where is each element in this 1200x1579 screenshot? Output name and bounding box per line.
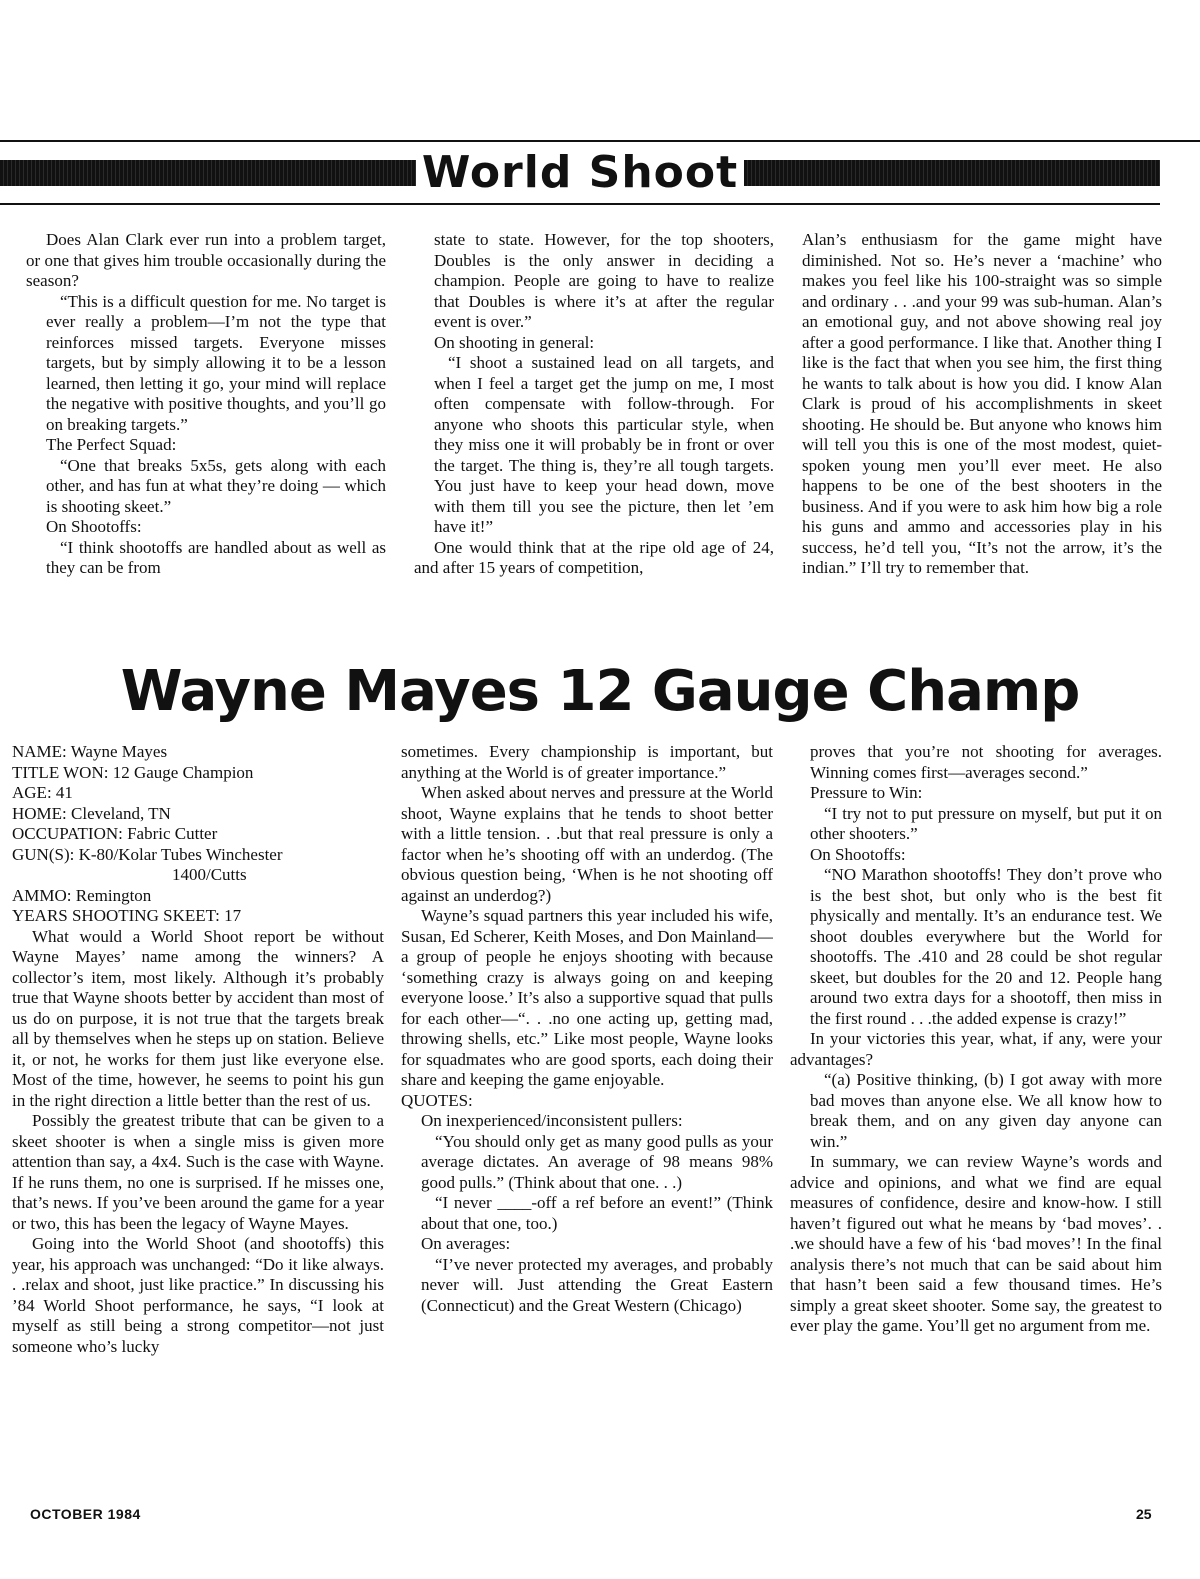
paragraph: In summary, we can review Wayne’s words and advice and opinions, and what we find are equal measures of confidence, desire and know-how. I still haven’t figured out what he means by ‘bad moves’. . .we should have a few of his ‘bad moves’! In the final analysis there’s not much that can be said about him that hasn’t been said a few thousand times. He’s simply a great skeet shooter. Some say, the greatest to ever play the game. You’ll get no argument from me. xyxy=(790,1152,1162,1335)
paragraph: state to state. However, for the top shooters, Doubles is the only answer in deciding a champion. People are going to have to realize that Doubles is where it’s at after the regular event is over.” xyxy=(434,230,774,331)
article2-column-2 xyxy=(401,742,773,1494)
paragraph: One would think that at the ripe old age of 24, and after 15 years of competition, xyxy=(414,537,774,577)
paragraph: Pressure to Win: xyxy=(810,783,923,802)
article-title: Wayne Mayes 12 Gauge Champ xyxy=(120,659,1080,724)
paragraph: “I’ve never protected my averages, and probably never will. Just attending the Great Eastern (Connecticut) and the Great Western (Chicago) xyxy=(421,1254,773,1315)
banner-bar-right xyxy=(744,160,1160,186)
paragraph: “I try not to put pressure on myself, but put it on other shooters.” xyxy=(810,803,1162,843)
paragraph: Alan’s enthusiasm for the game might have diminished. Not so. He’s never a ‘machine’ who makes you feel like his 100-straight was so simple and ordinary . . .and your 99 was sub-human. Alan’s an emotional guy, and not above showing real joy after a good performance. I like that. Another thing I like is the fact that when you see him, the first thing he wants to talk about is how you did. I know Alan Clark is proud of his accomplishments in skeet shooting. He should be. But anyone who knows him will tell you this is one of the most modest, quiet-spoken young men you’ll ever meet. He also happens to be one of the best shooters in the business. And if you were to ask him how big a role his guns and ammo and accessories play in his success, he’d tell you, “It’s not the arrow, it’s the indian.” I’ll try to remember that. xyxy=(802,230,1162,577)
paragraph: “NO Marathon shootoffs! They don’t prove who is the best shot, but only who is the best fit physically and mentally. It’s an endurance test. We shoot doubles everywhere but the World for shootoffs. The .410 and 28 could be shot regular skeet, but doubles for the 20 and 12. People hang around two extra days for a shootoff, then miss in the first round . . .the added expense is crazy!” xyxy=(810,865,1162,1028)
paragraph: “(a) Positive thinking, (b) I got away with more bad moves than anyone else. We all know how to break them, and on any given day anyone can win.” xyxy=(810,1070,1162,1151)
paragraph: On inexperienced/inconsistent pullers: xyxy=(421,1111,683,1130)
banner-underline xyxy=(0,203,1160,205)
banner-bar-left xyxy=(0,160,416,186)
paragraph: QUOTES: xyxy=(401,1090,473,1110)
page-number: 25 xyxy=(1136,1506,1152,1522)
paragraph: “You should only get as many good pulls as your average dictates. An average of 98 means 98% good pulls.” (Think about that one. . .) xyxy=(421,1131,773,1192)
issue-date: OCTOBER 1984 xyxy=(30,1506,141,1522)
article2-column-3 xyxy=(790,742,1162,1494)
paragraph: What would a World Shoot report be without Wayne Mayes’ name among the winners? A collector’s item, most likely. Although it’s probably true that Wayne shoots better by accident than most of us do on purpose, it is not true that the targets break all by themselves when he steps up on station. Believe it, or not, he works for them just like everyone else. Most of the time, however, he seems to point his gun in the right direction a little better than the rest of us. xyxy=(12,926,384,1110)
paragraph: NAME: Wayne Mayes xyxy=(12,742,168,761)
paragraph: Possibly the greatest tribute that can be given to a skeet shooter is when a single miss is given more attention than say, a 4x4. Such is the case with Wayne. If he runs them, no one is surprised. If he misses one, that’s news. If you’ve been around the game for a year or two, this has been the legacy of Wayne Mayes. xyxy=(12,1111,384,1233)
paragraph: “One that breaks 5x5s, gets along with each other, and has fun at what they’re doing — which is shooting skeet.” xyxy=(46,455,386,516)
paragraph: “I shoot a sustained lead on all targets, and when I feel a target get the jump on me, I most often compensate with follow-through. For anyone who shoots this particular style, when they miss one it will probably be in front or over the target. The thing is, they’re all tough targets. You just have to keep your head down, move with them till you see the picture, then let ’em have it!” xyxy=(434,353,774,536)
paragraph: On Shootoffs: xyxy=(46,517,142,536)
paragraph: “This is a difficult question for me. No target is ever really a problem—I’m not the type that reinforces missed targets. Everyone misses targets, but by simply allowing it to be a lesson learned, then letting it go, your mind will replace the negative with positive thoughts, and you’ll go on breaking targets.” xyxy=(46,291,386,434)
paragraph: Going into the World Shoot (and shootoffs) this year, his approach was unchanged: “Do it like always. . .relax and shoot, just like practice.” In discussing his ’84 World Shoot performance, he says, “I look at myself as still being a strong competitor—not just someone who’s lucky xyxy=(12,1234,384,1356)
paragraph: AGE: 41 xyxy=(12,783,73,802)
paragraph: The Perfect Squad: xyxy=(46,435,177,454)
paragraph: In your victories this year, what, if any, were your advantages? xyxy=(790,1029,1162,1069)
paragraph: Wayne’s squad partners this year included his wife, Susan, Ed Scherer, Keith Moses, and Don Mainland—a group of people he enjoys shooting with because ‘something crazy is always going on and keeping everyone loose.’ It’s also a supportive squad that pulls for each other—“. . .no one acting up, getting mad, throwing shells, etc.” Like most people, Wayne looks for squadmates who are good sports, each doing their share and keeping the game enjoyable. xyxy=(401,906,773,1089)
paragraph: “I never ____-off a ref before an event!” (Think about that one, too.) xyxy=(421,1193,773,1233)
paragraph: “I think shootoffs are handled about as well as they can be from xyxy=(46,537,386,577)
paragraph: sometimes. Every championship is important, but anything at the World is of greater importance.” xyxy=(401,742,773,782)
article2-column-1 xyxy=(12,742,384,1494)
article1-column-1 xyxy=(26,230,386,648)
paragraph: When asked about nerves and pressure at the World shoot, Wayne explains that he tends to shoot better with a little tension. . .but that real pressure is only a factor when he’s shooting off with an underdog. (The obvious question being, ‘When is he not shooting off against an underdog?) xyxy=(401,783,773,905)
article-alan-clark xyxy=(26,230,1162,648)
paragraph: GUN(S): K-80/Kolar Tubes Winchester xyxy=(12,844,283,864)
paragraph: YEARS SHOOTING SKEET: 17 xyxy=(12,906,242,925)
paragraph: proves that you’re not shooting for averages. Winning comes first—averages second.” xyxy=(810,742,1162,782)
paragraph: TITLE WON: 12 Gauge Champion xyxy=(12,762,254,782)
paragraph: Does Alan Clark ever run into a problem target, or one that gives him trouble occasionally during the season? xyxy=(26,230,386,290)
section-banner xyxy=(0,147,1200,199)
paragraph: 1400/Cutts xyxy=(172,865,247,884)
paragraph: On Shootoffs: xyxy=(810,844,906,864)
article1-column-2 xyxy=(414,230,774,648)
paragraph: On averages: xyxy=(421,1234,511,1253)
article-wayne-mayes xyxy=(12,742,1162,1494)
paragraph: HOME: Cleveland, TN xyxy=(12,803,171,823)
article1-column-3 xyxy=(802,230,1162,648)
paragraph: On shooting in general: xyxy=(434,332,595,352)
paragraph: AMMO: Remington xyxy=(12,885,152,905)
paragraph: OCCUPATION: Fabric Cutter xyxy=(12,824,218,843)
top-rule xyxy=(0,140,1200,142)
section-title: World Shoot xyxy=(421,147,739,198)
